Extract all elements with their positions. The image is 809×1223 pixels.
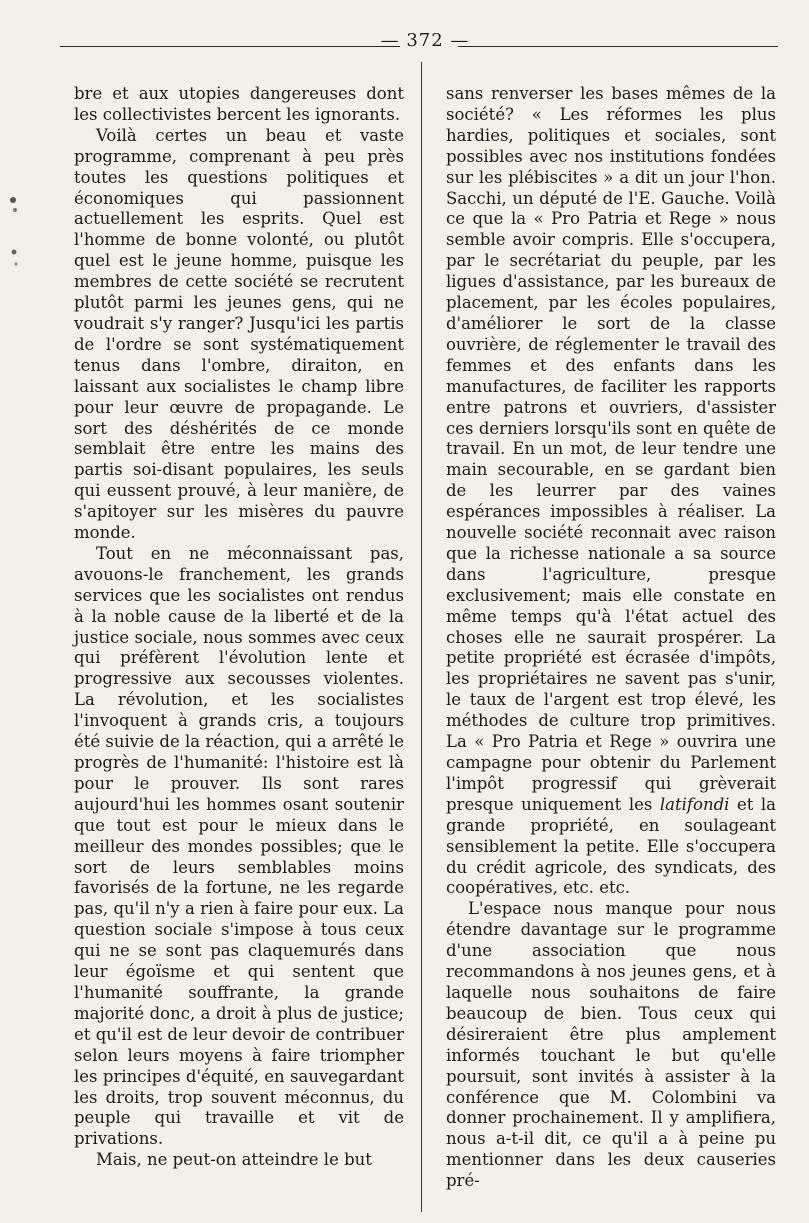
- header-rule-right: [458, 46, 778, 47]
- right-paragraph-1-text-a: sans renverser les bases mêmes de la société? « Les réformes les plus hardies, politiques et sociales, sont possibles avec nos institutions fondées sur les plébiscites » a dit un jour l'hon. Sacchi, un député de l'E. Gauche. Voilà ce que la « Pro Patria et Rege » nous semble avoir compris. Elle s'occupera, par le secrétariat du peuple, par les ligues d'assistance, par les bureaux de placement, par les écoles populaires, d'améliorer le sort de la classe ouvrière, de réglementer le travail des femmes et des enfants dans les manufactures, de faciliter les rapports entre patrons et ouvriers, d'assister ces derniers lorsqu'ils sont en quête de travail. En un mot, de leur tendre une main secourable, en se gardant bien de les leurrer par des vaines espérances impossibles à réaliser. La nouvelle société reconnait avec raison que la richesse nationale a sa source dans l'agriculture, presque exclusivement; mais elle constate en même temps qu'à l'état actuel des choses elle ne saurait prospérer. La petite propriété est écrasée d'impôts, les propriétaires ne savent pas s'unir, le taux de l'argent est trop élevé, les méthodes de culture trop primitives. La « Pro Patria et Rege » ouvrira une campagne pour obtenir du Parlement l'impôt progressif qui grèverait presque uniquement les: [446, 84, 776, 814]
- print-speck-marks: [6, 180, 22, 290]
- header-rule-left: [60, 46, 400, 47]
- left-paragraph-4: Mais, ne peut-on atteindre le but: [96, 1150, 372, 1170]
- page-number: — 372 —: [380, 30, 470, 51]
- right-paragraph-1: [446, 84, 776, 899]
- right-paragraph-2: L'espace nous manque pour nous étendre davantage sur le programme d'une association que nous recommandons à nos jeunes gens, et à laquelle nous souhaitons de faire beaucoup de bien. Tous ceux qui désireraient être plus amplement informés touchant le but qu'elle poursuit, sont invités à assister à la conférence que M. Colombini va donner prochainement. Il y amplifiera, nous a-t-il dit, ce qu'il a à peine pu mentionner dans les deux causeries pré-: [446, 899, 776, 1191]
- column-divider: [421, 62, 422, 1212]
- left-column: [74, 84, 404, 1171]
- left-paragraph-1: bre et aux utopies dangereuses dont les collectivistes bercent les ignorants.: [74, 84, 404, 124]
- right-column: [446, 84, 776, 1192]
- left-paragraph-2: Voilà certes un beau et vaste programme, comprenant à peu près toutes les questions politiques et économiques qui passionnent actuellement les esprits. Quel est l'homme de bonne volonté, ou plutôt quel est le jeune homme, puisque les membres de cette société se recrutent plutôt parmi les jeunes gens, qui ne voudrait s'y ranger? Jusqu'ici les partis de l'ordre se sont systématiquement tenus dans l'ombre, diraiton, en laissant aux socialistes le champ libre pour leur œuvre de propagande. Le sort des déshérités de ce monde semblait être entre les mains des partis soi-disant populaires, les seuls qui eussent prouvé, à leur manière, de s'apitoyer sur les misères du pauvre monde.: [74, 125, 404, 543]
- left-paragraph-3: Tout en ne méconnaissant pas, avouons-le franchement, les grands services que les socialistes ont rendus à la noble cause de la liberté et de la justice sociale, nous sommes avec ceux qui préfèrent l'évolution lente et progressive aux secousses violentes. La révolution, et les socialistes l'invoquent à grands cris, a toujours été suivie de la réaction, qui a arrêté le progrès de l'humanité: l'histoire est là pour le prouver. Ils sont rares aujourd'hui les hommes osant soutenir que tout est pour le mieux dans le meilleur des mondes possibles; que le sort de leurs semblables moins favorisés de la fortune, ne les regarde pas, qu'il n'y a rien à faire pour eux. La question sociale s'impose à tous ceux qui ne se sont pas claquemurés dans leur égoïsme et qui sentent que l'humanité souffrante, la grande majorité donc, a droit à plus de justice; et qu'il est de leur devoir de contribuer selon leurs moyens à faire triompher les principes d'équité, en sauvegardant les droits, trop souvent méconnus, du peuple qui travaille et vit de privations.: [74, 543, 404, 1149]
- italic-term-latifondi: latifondi: [659, 794, 730, 814]
- right-paragraph-1-text-b: et la grande propriété, en soulageant sensiblement la petite. Elle s'occupera du crédit agricole, des syndicats, des coopératives, etc. etc.: [446, 794, 776, 898]
